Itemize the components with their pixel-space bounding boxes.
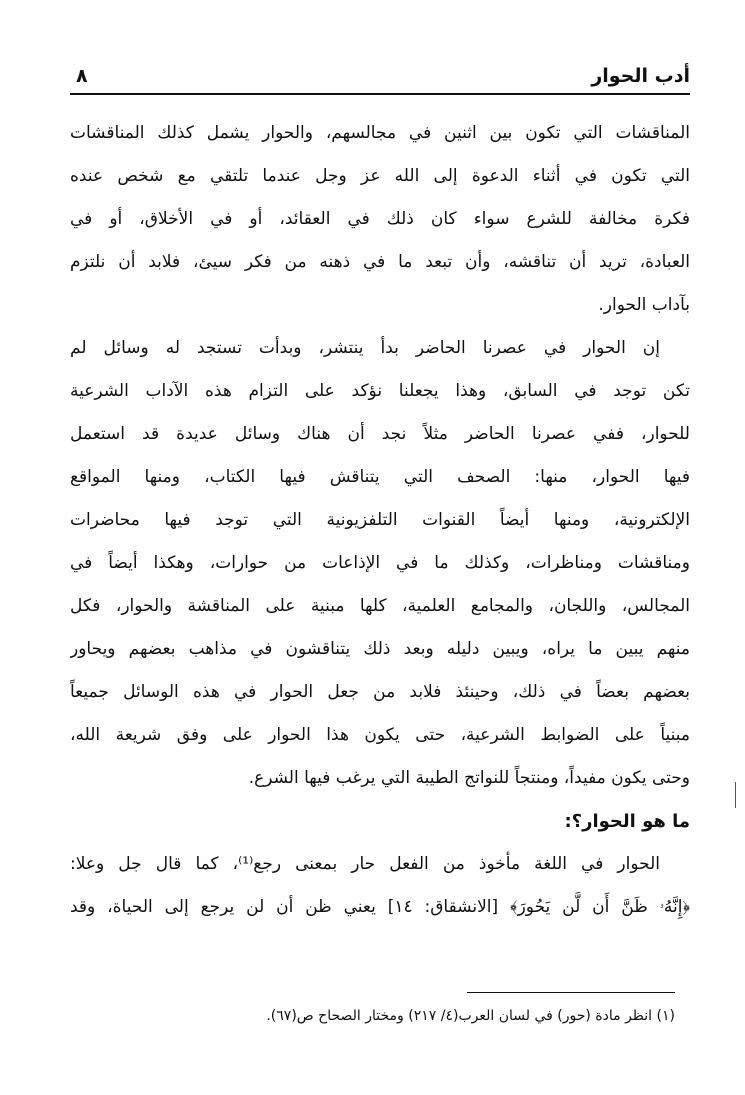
text-line: المجالس، واللجان، والمجامع العلمية، كلها مبنية على المناقشة والحوار، فكل xyxy=(70,596,690,616)
paragraph xyxy=(70,843,690,929)
margin-mark xyxy=(735,782,736,808)
text-line: فيها الحوار، منها: الصحف التي يتناقش فيها الكتاب، ومنها المواقع xyxy=(70,467,690,487)
page-number: ٨ xyxy=(76,65,88,87)
book-title: أدب الحوار xyxy=(591,65,690,87)
text-line: الحوار في اللغة مأخوذ من الفعل حار بمعنى رجع⁽¹⁾، كما قال جل وعلا: xyxy=(70,854,660,874)
footnote-rule xyxy=(467,992,675,993)
text-line: منهم يبين ما يراه، ويبين دليله وبعد ذلك يتناقشون في مذاهب بعضهم ويحاور xyxy=(70,639,690,659)
text-line: العبادة، تريد أن تناقشه، وأن تبعد ما في ذهنه من فكر سيئ، فلابد أن نلتزم xyxy=(70,252,690,272)
paragraph xyxy=(70,112,690,327)
text-line: للحوار، ففي عصرنا الحاضر مثلاً نجد أن هناك وسائل عديدة قد استعمل xyxy=(70,424,690,444)
text-line: التي تكون في أثناء الدعوة إلى الله عز وجل عندما تلتقي مع شخص عنده xyxy=(70,166,690,186)
text-line: وحتى يكون مفيداً، ومنتجاً للنواتج الطيبة التي يرغب فيها الشرع. xyxy=(248,768,690,788)
text-line: تكن توجد في السابق، وهذا يجعلنا نؤكد على التزام هذه الآداب الشرعية xyxy=(70,381,690,401)
paragraph xyxy=(70,327,690,800)
page-body xyxy=(70,112,690,929)
text-line: إن الحوار في عصرنا الحاضر بدأ ينتشر، وبدأت تستجد له وسائل لم xyxy=(70,338,660,358)
text-line: فكرة مخالفة للشرع سواء كان ذلك في العقائد، أو في الأخلاق، أو في xyxy=(70,209,690,229)
text-line: ﴿إِنَّهُۥ ظَنَّ أَن لَّن يَحُورَ﴾ [الانشقاق: ١٤] يعني ظن أن لن يرجع إلى الحياة، وقد xyxy=(70,897,690,917)
section-heading: ما هو الحوار؟: xyxy=(564,811,690,832)
footnote: (١) انظر مادة (حور) في لسان العرب(٤/ ٢١٧) ومختار الصحاح ص(٦٧). xyxy=(266,1008,675,1024)
text-line: بآداب الحوار. xyxy=(598,295,690,315)
text-line: الإلكترونية، ومنها أيضاً القنوات التلفزيونية التي توجد فيها محاضرات xyxy=(70,510,690,530)
text-line: المناقشات التي تكون بين اثنين في مجالسهم، والحوار يشمل كذلك المناقشات xyxy=(70,123,690,143)
text-line: مبنياً على الضوابط الشرعية، حتى يكون هذا الحوار على وفق شريعة الله، xyxy=(70,725,690,745)
text-line: ومناقشات ومناظرات، وكذلك ما في الإذاعات من حوارات، وهكذا أيضاً في xyxy=(70,553,690,573)
text-line: بعضهم بعضاً في ذلك، وحينئذ فلابد من جعل الحوار في هذه الوسائل جميعاً xyxy=(70,682,690,702)
page-header xyxy=(70,58,690,92)
header-rule xyxy=(70,93,690,95)
